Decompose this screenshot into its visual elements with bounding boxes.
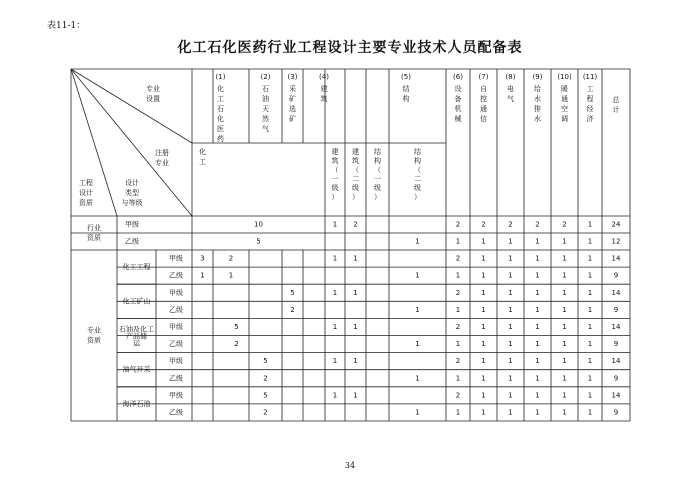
column-header-1: 化 [217,115,224,123]
value-cell: 1 [508,340,513,349]
column-header-2: 油 [262,95,269,103]
column-header-6: 备 [454,95,462,103]
column-header-5: 结 [402,85,410,93]
value-cell: 1 [455,305,461,314]
column-index: (5) [401,73,411,81]
value-cell: 1 [508,237,513,246]
subheader-architecture-2: ） [352,193,359,201]
value-cell: 12 [611,237,621,246]
grade-label: 乙级 [169,305,183,314]
column-header-2: 天 [262,105,269,113]
page-title: 化工石化医药行业工程设计主要专业技术人员配备表 [177,40,523,56]
value-architecture-structure: 1 [353,322,358,331]
value-cell: 1 [481,254,486,263]
column-header-11: 济 [586,115,594,123]
value-cell: 14 [611,322,621,331]
subheader-architecture-1: 筑 [331,157,339,165]
column-header-4: 建 [320,85,328,93]
value-architecture-structure: 1 [353,254,358,263]
column-index: (2) [260,73,271,81]
value-cell: 1 [535,408,540,417]
corner-label-qualification: 设计 [79,189,93,197]
group-name: 化工矿山 [122,297,151,306]
value-cell: 1 [562,340,567,349]
value-architecture-structure: 2 [353,220,358,229]
value-chemical: 2 [263,374,268,383]
value-architecture-structure: 1 [332,254,338,263]
value-cell: 2 [481,220,486,229]
grade-label: 乙级 [125,237,139,246]
value-cell: 2 [455,288,461,297]
column-header-7: 通 [480,105,487,113]
column-header-1: 石 [217,105,224,113]
subheader-architecture-2: （ [352,166,359,174]
value-cell: 2 [455,357,461,366]
subheader-architecture-1: ） [331,193,339,201]
value-chemical: 5 [290,288,295,297]
value-cell: 1 [562,374,567,383]
subheader-structure-2: 构 [414,157,421,165]
value-cell: 2 [562,220,567,229]
column-index: (8) [505,73,516,81]
column-header-4: 筑 [320,95,328,103]
column-header-9: 给 [534,85,541,93]
value-cell: 1 [587,322,593,331]
subheader-architecture-2: 二 [352,175,359,183]
corner-label-professional: 专业 [146,85,160,93]
value-cell: 1 [587,288,593,297]
value-architecture-structure: 1 [353,288,358,297]
grade-label: 乙级 [169,271,183,280]
column-header-11: 程 [586,95,594,103]
value-chemical: 3 [200,254,205,263]
page-number: 34 [344,461,356,470]
value-cell: 14 [611,288,621,297]
value-cell: 14 [611,357,621,366]
value-chemical: 2 [228,254,234,263]
grade-label: 乙级 [169,340,183,349]
value-cell: 1 [562,357,567,366]
value-chemical: 5 [263,357,268,366]
value-cell: 1 [587,391,593,400]
column-index: (11) [582,73,598,81]
column-index: (3) [287,73,298,81]
value-cell: 1 [535,237,540,246]
value-cell: 1 [481,237,486,246]
value-cell: 1 [481,288,486,297]
column-header-1: 医 [217,125,224,133]
grade-label: 甲级 [169,391,183,400]
value-cell: 2 [455,220,461,229]
value-architecture-structure: 1 [332,322,338,331]
subheader-structure-1: 一 [374,175,381,183]
corner-diagonal [71,69,192,143]
value-cell: 1 [562,237,567,246]
column-header-11: 经 [586,105,594,113]
column-header-7: 信 [480,115,487,123]
value-cell: 1 [535,322,540,331]
value-cell: 2 [535,220,540,229]
value-cell: 1 [562,271,567,280]
professional-qualification-label: 资质 [87,336,101,345]
value-cell: 1 [535,254,540,263]
group-name: 海洋石油 [122,399,151,408]
column-header-10: 暖 [561,85,568,93]
value-cell: 9 [613,408,619,417]
column-header-6: 设 [454,85,462,93]
value-cell: 1 [455,374,461,383]
subheader-architecture-1: 建 [331,148,339,156]
column-header-3: 采 [289,85,296,93]
value-cell: 1 [535,374,540,383]
value-chemical: 2 [263,408,268,417]
value-chemical: 5 [256,237,261,246]
value-cell: 1 [562,322,567,331]
corner-label-qualification: 工程 [79,179,93,187]
subheader-structure-2: （ [414,166,421,174]
column-header-8: 电 [507,85,514,93]
value-cell: 1 [481,374,486,383]
value-cell: 1 [562,254,567,263]
column-index: (1) [215,73,226,81]
value-cell: 1 [481,391,486,400]
value-cell: 1 [508,322,513,331]
group-name: 产品储 [126,332,147,341]
value-architecture-structure: 1 [415,374,420,383]
subheader-chemical: 工 [199,158,206,166]
value-cell: 1 [481,271,486,280]
value-cell: 1 [508,374,513,383]
grade-label: 甲级 [169,322,183,331]
value-cell: 1 [455,340,461,349]
subheader-chemical: 化 [199,148,206,156]
value-chemical: 1 [200,271,205,280]
value-architecture-structure: 1 [415,305,420,314]
value-cell: 1 [535,391,540,400]
subheader-structure-1: ） [374,193,381,201]
group-name: 石油及化工 [119,325,154,334]
value-cell: 1 [481,357,486,366]
subheader-structure-2: ） [414,193,421,201]
value-cell: 1 [508,254,513,263]
column-header-6: 机 [454,105,462,113]
value-chemical: 1 [228,271,234,280]
value-cell: 1 [508,357,513,366]
value-architecture-structure: 1 [415,408,420,417]
value-chemical: 2 [290,305,295,314]
value-cell: 1 [587,357,593,366]
grade-label: 乙级 [169,408,183,417]
column-header-3: 矿 [289,115,296,123]
corner-label-professional: 设置 [146,95,160,103]
group-name: 运 [133,339,140,348]
value-cell: 1 [587,374,593,383]
value-cell: 1 [587,340,593,349]
value-architecture-structure: 1 [332,220,338,229]
value-architecture-structure: 1 [353,391,358,400]
value-cell: 9 [613,374,619,383]
column-header-3: 选 [289,105,296,113]
subheader-structure-2: 结 [414,148,421,156]
value-cell: 1 [481,408,486,417]
column-header-6: 械 [454,115,462,123]
value-cell: 1 [455,408,461,417]
column-header-1: 工 [217,95,224,103]
corner-label-design-type: 设计 [125,179,139,187]
professional-qualification-label: 专业 [87,326,101,335]
column-index: (6) [453,73,463,81]
column-header-9: 排 [534,105,541,113]
column-index: (7) [478,73,489,81]
value-cell: 1 [587,271,593,280]
subheader-architecture-2: 建 [352,148,359,156]
value-cell: 1 [562,288,567,297]
value-cell: 2 [455,254,461,263]
column-header-12: 总 [612,96,620,104]
grade-label: 甲级 [125,220,139,229]
value-cell: 1 [508,305,513,314]
column-header-9: 水 [534,115,541,123]
corner-label-registered: 注册 [155,149,169,157]
value-cell: 1 [562,408,567,417]
value-cell: 1 [455,237,461,246]
value-cell: 1 [481,305,486,314]
column-header-2: 气 [262,125,269,133]
group-name: 化工工程 [122,263,151,272]
value-cell: 1 [508,271,513,280]
value-cell: 1 [587,237,593,246]
subheader-architecture-2: 筑 [352,157,359,165]
value-cell: 1 [508,288,513,297]
value-cell: 2 [508,220,513,229]
subheader-architecture-1: 级 [331,184,339,192]
value-cell: 9 [613,340,619,349]
value-cell: 1 [508,408,513,417]
subheader-structure-1: 级 [374,184,381,192]
value-architecture-structure: 1 [415,271,420,280]
value-cell: 9 [613,271,619,280]
column-header-10: 调 [561,115,568,123]
value-cell: 14 [611,254,621,263]
value-chemical-merged: 5 [234,322,239,331]
corner-label-design-type: 与等级 [121,199,143,207]
value-architecture-structure: 1 [332,357,338,366]
value-cell: 9 [613,305,619,314]
value-cell: 1 [455,271,461,280]
column-header-12: 计 [612,106,620,114]
industry-qualification-label: 资质 [87,234,101,242]
column-index: (4) [319,73,329,81]
column-header-7: 自 [480,85,487,93]
value-chemical: 10 [254,220,263,229]
value-cell: 1 [535,340,540,349]
subheader-structure-1: 构 [374,157,381,165]
corner-label-registered: 专业 [155,159,169,167]
value-chemical: 5 [263,391,268,400]
value-cell: 24 [611,220,621,229]
subheader-structure-1: 结 [374,148,381,156]
value-architecture-structure: 1 [353,357,358,366]
corner-diagonal [71,69,117,216]
value-cell: 1 [508,391,513,400]
value-cell: 1 [587,305,593,314]
grade-label: 甲级 [169,288,183,297]
column-header-2: 然 [262,115,269,123]
grade-label: 甲级 [169,254,183,263]
value-cell: 1 [535,305,540,314]
value-cell: 1 [535,271,540,280]
subheader-structure-1: （ [374,166,381,174]
value-cell: 1 [587,408,593,417]
column-header-1: 化 [217,85,224,93]
grade-label: 甲级 [169,357,183,366]
subheader-structure-2: 二 [414,175,421,183]
grade-label: 乙级 [169,374,183,383]
column-header-2: 石 [262,85,269,93]
value-cell: 1 [481,340,486,349]
industry-qualification-label: 行业 [87,224,101,232]
value-chemical-merged: 2 [234,340,239,349]
value-cell: 14 [611,391,621,400]
column-index: (9) [532,73,543,81]
value-cell: 1 [587,254,593,263]
value-cell: 1 [535,357,540,366]
column-header-7: 控 [480,95,487,103]
corner-label-design-type: 类型 [125,189,139,197]
value-cell: 1 [481,322,486,331]
column-header-11: 工 [586,85,594,93]
group-name: 油气开采 [122,365,151,374]
subheader-architecture-1: 一 [331,175,339,183]
value-architecture-structure: 1 [415,340,420,349]
subheader-architecture-1: （ [331,166,339,174]
table-label: 表11-1： [47,21,86,31]
subheader-structure-2: 级 [414,184,421,192]
value-cell: 1 [562,305,567,314]
value-cell: 1 [562,391,567,400]
column-header-8: 气 [507,95,514,103]
value-architecture-structure: 1 [415,237,420,246]
value-architecture-structure: 1 [332,391,338,400]
value-cell: 2 [455,391,461,400]
value-architecture-structure: 1 [332,288,338,297]
column-header-10: 空 [561,105,568,113]
value-cell: 1 [587,220,593,229]
corner-label-qualification: 资质 [79,199,93,207]
column-header-5: 构 [402,95,410,103]
column-header-10: 通 [561,95,568,103]
column-index: (10) [557,73,572,81]
column-header-3: 矿 [289,95,296,103]
value-cell: 2 [455,322,461,331]
value-cell: 1 [535,288,540,297]
subheader-architecture-2: 级 [352,184,359,192]
column-header-1: 药 [217,135,224,143]
column-header-9: 水 [534,95,541,103]
